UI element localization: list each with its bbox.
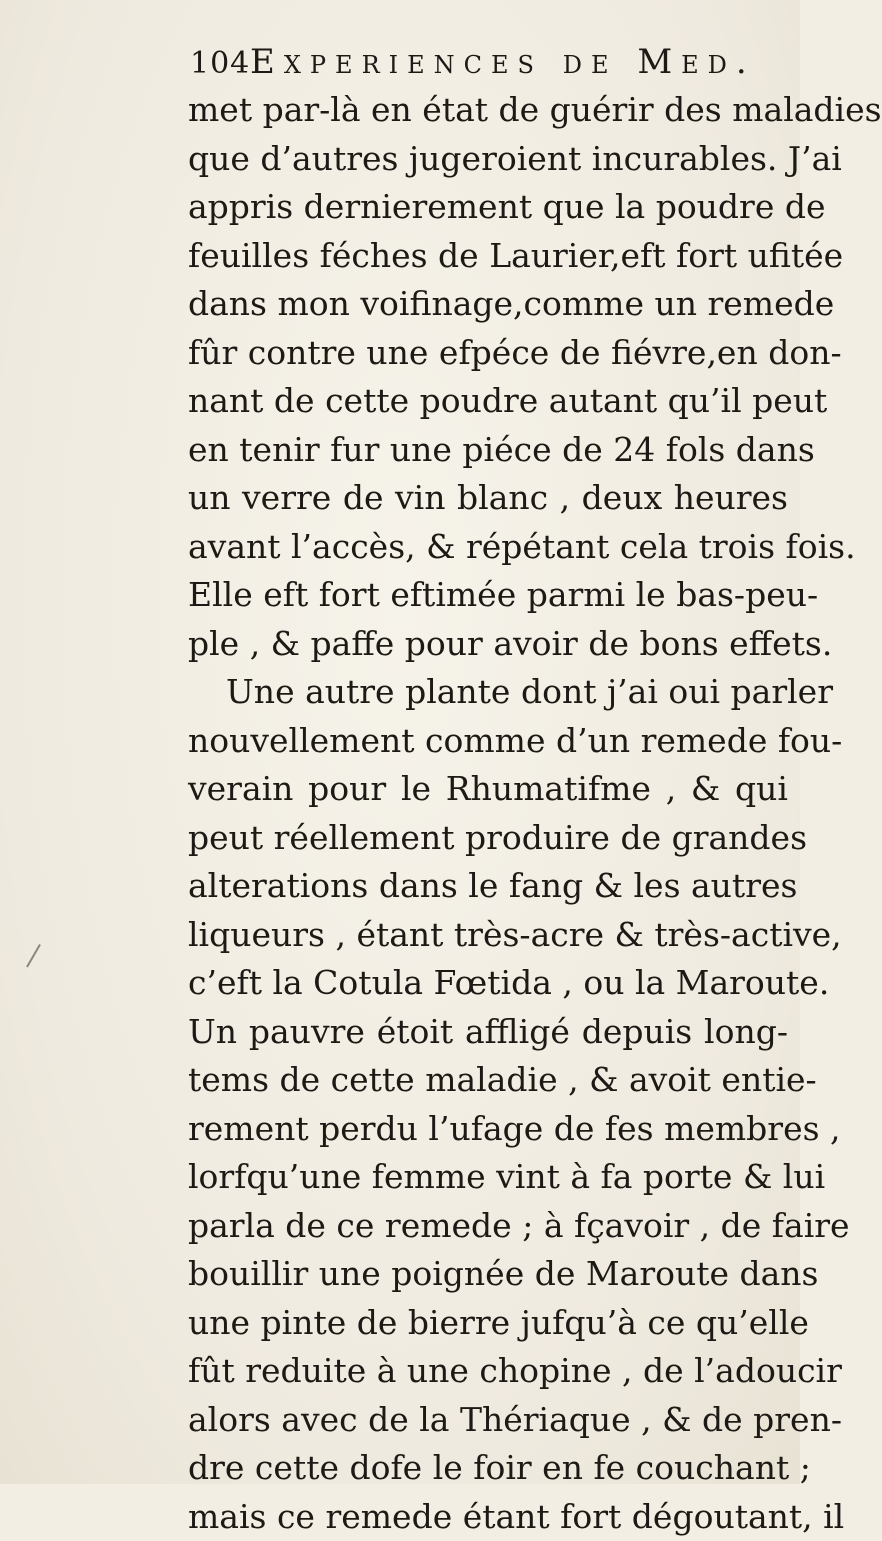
margin-pencil-mark xyxy=(26,944,41,968)
text-line: parla de ce remede ; à fçavoir , de faire xyxy=(188,1202,788,1251)
text-line: alors avec de la Thériaque , & de pren- xyxy=(188,1396,788,1445)
text-line: feuilles féches de Laurier,eft fort ufitée xyxy=(188,232,788,281)
text-line: nant de cette poudre autant qu’il peut xyxy=(188,377,788,426)
text-line: mais ce remede étant fort dégoutant, il xyxy=(188,1493,788,1541)
text-line: dre cette dofe le foir en fe couchant ; xyxy=(188,1444,788,1493)
text-line: Une autre plante dont j’ai oui parler xyxy=(188,668,788,717)
text-line: peut réellement produire de grandes xyxy=(188,814,788,863)
text-line: rement perdu l’ufage de fes membres , xyxy=(188,1105,788,1154)
text-line: en tenir fur une piéce de 24 fols dans xyxy=(188,426,788,475)
text-line: ple , & paffe pour avoir de bons effets. xyxy=(188,620,788,669)
text-line: nouvellement comme d’un remede fou- xyxy=(188,717,788,766)
page-number: 104 xyxy=(190,46,250,81)
text-line: alterations dans le fang & les autres xyxy=(188,862,788,911)
text-line: une pinte de bierre jufqu’à ce qu’elle xyxy=(188,1299,788,1348)
text-line: dans mon voifinage,comme un remede xyxy=(188,280,788,329)
text-line: avant l’accès, & répétant cela trois fois. xyxy=(188,523,788,572)
text-line: fûr contre une efpéce de fiévre,en don- xyxy=(188,329,788,378)
text-line: appris dernierement que la poudre de xyxy=(188,183,788,232)
body-text xyxy=(188,86,788,1541)
text-line: Elle eft fort eftimée parmi le bas-peu- xyxy=(188,571,788,620)
text-line: Un pauvre étoit affligé depuis long- xyxy=(188,1008,788,1057)
text-line: bouillir une poignée de Maroute dans xyxy=(188,1250,788,1299)
text-line: met par-là en état de guérir des maladies xyxy=(188,86,788,135)
text-line: lorfqu’une femme vint à fa porte & lui xyxy=(188,1153,788,1202)
text-line: que d’autres jugeroient incurables. J’ai xyxy=(188,135,788,184)
text-line: tems de cette maladie , & avoit entie- xyxy=(188,1056,788,1105)
page-header xyxy=(190,42,790,86)
running-head: Experiences de Med. xyxy=(250,42,756,82)
text-line: un verre de vin blanc , deux heures xyxy=(188,474,788,523)
text-line: liqueurs , étant très-acre & très-active, xyxy=(188,911,788,960)
text-line: verain pour le Rhumatifme , & qui xyxy=(188,765,788,814)
text-line: fût reduite à une chopine , de l’adoucir xyxy=(188,1347,788,1396)
text-line: c’eft la Cotula Fœtida , ou la Maroute. xyxy=(188,959,788,1008)
